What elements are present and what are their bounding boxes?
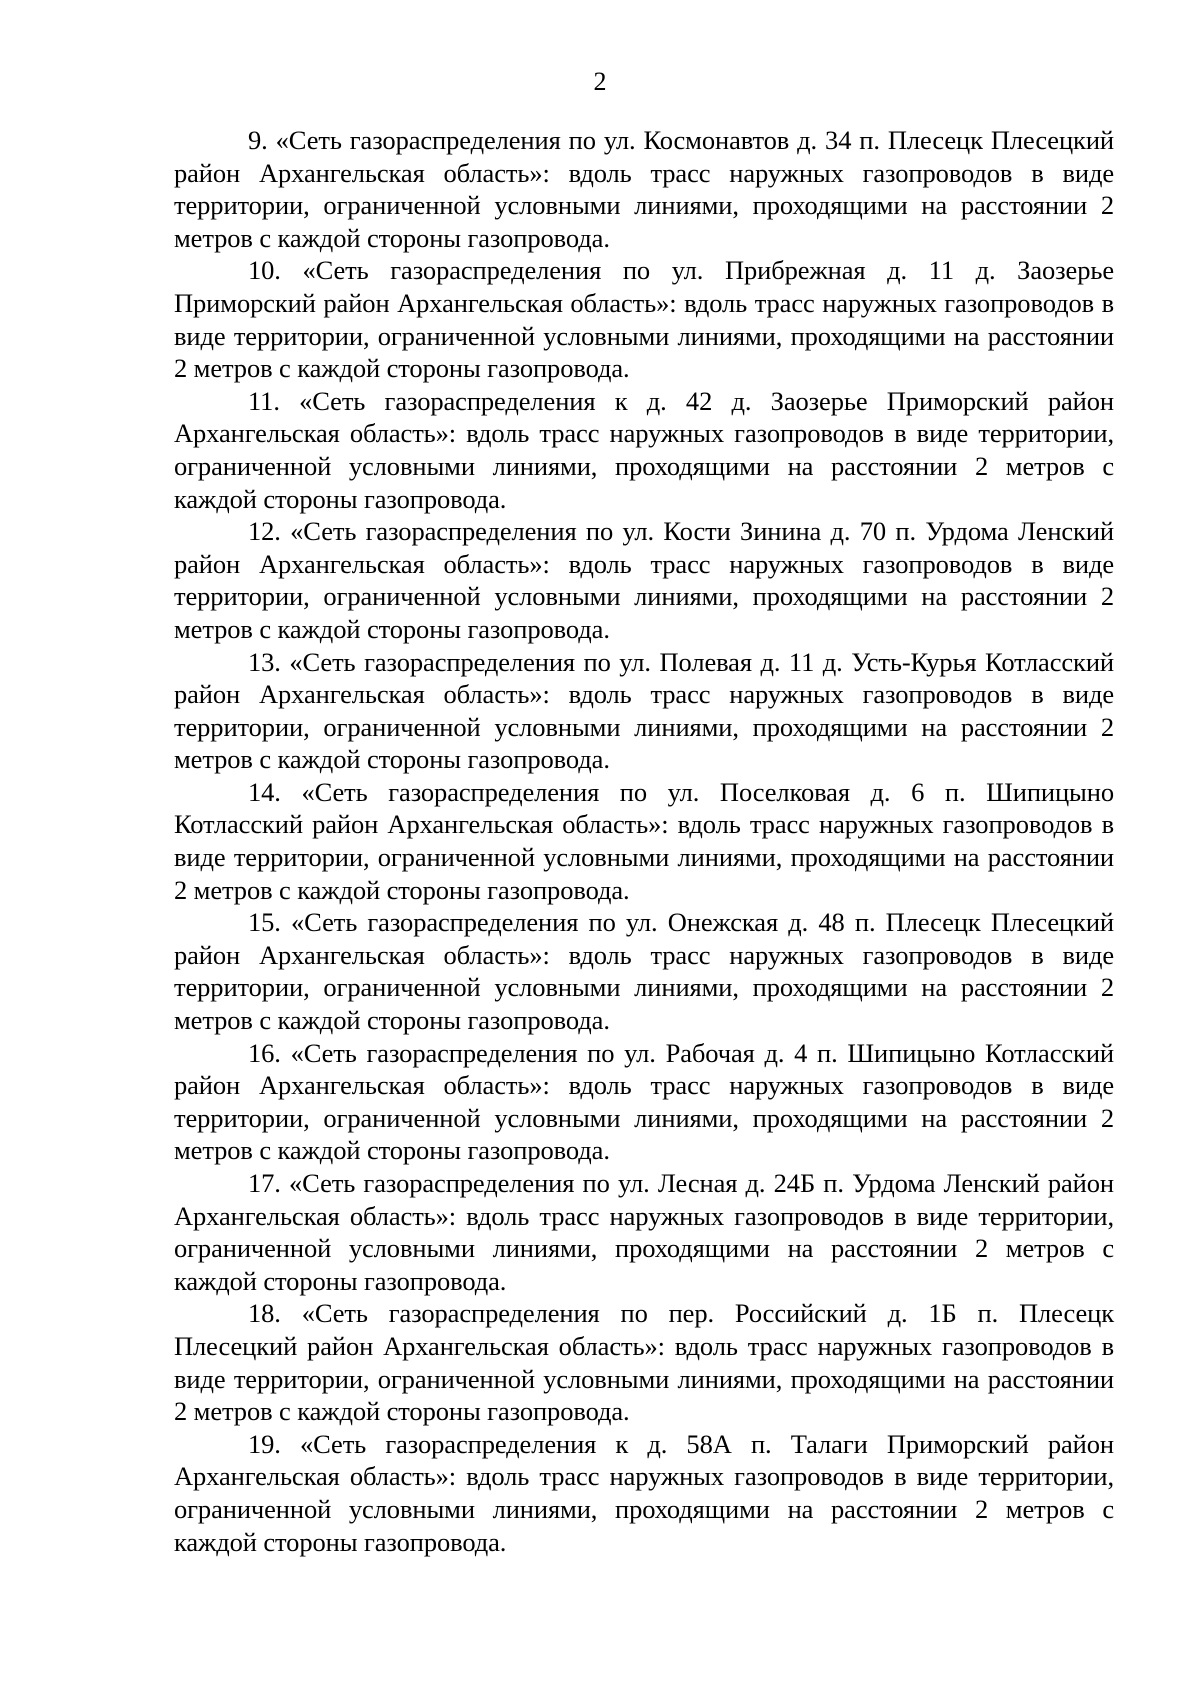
list-item: 18. «Сеть газораспределения по пер. Российский д. 1Б п. Плесецк Плесецкий район Архангельская область»: вдоль трасс наружных газопроводов в виде территории, ограниченной условными линиями, проходящими на расстоянии 2 метров с каждой стороны газопровода. [174,1298,1114,1427]
document-body [174,124,1114,1558]
list-item: 19. «Сеть газораспределения к д. 58А п. Талаги Приморский район Архангельская область»: вдоль трасс наружных газопроводов в виде территории, ограниченной условными линиями, проходящими на расстоянии 2 метров с каждой стороны газопровода. [174,1428,1114,1557]
list-item: 14. «Сеть газораспределения по ул. Поселковая д. 6 п. Шипицыно Котласский район Архангельская область»: вдоль трасс наружных газопроводов в виде территории, ограниченной условными линиями, проходящими на расстоянии 2 метров с каждой стороны газопровода. [174,776,1114,905]
list-item: 13. «Сеть газораспределения по ул. Полевая д. 11 д. Усть-Курья Котласский район Архангельская область»: вдоль трасс наружных газопроводов в виде территории, ограниченной условными линиями, проходящими на расстоянии 2 метров с каждой стороны газопровода. [174,646,1114,775]
page-number: 2 [593,67,607,96]
list-item: 10. «Сеть газораспределения по ул. Прибрежная д. 11 д. Заозерье Приморский район Архангельская область»: вдоль трасс наружных газопроводов в виде территории, ограниченной условными линиями, проходящими на расстоянии 2 метров с каждой стороны газопровода. [174,255,1114,384]
list-item: 12. «Сеть газораспределения по ул. Кости Зинина д. 70 п. Урдома Ленский район Архангельская область»: вдоль трасс наружных газопроводов в виде территории, ограниченной условными линиями, проходящими на расстоянии 2 метров с каждой стороны газопровода. [174,516,1114,644]
list-item: 11. «Сеть газораспределения к д. 42 д. Заозерье Приморский район Архангельская область»: вдоль трасс наружных газопроводов в виде территории, ограниченной условными линиями, проходящими на расстоянии 2 метров с каждой стороны газопровода. [174,385,1114,514]
list-item: 16. «Сеть газораспределения по ул. Рабочая д. 4 п. Шипицыно Котласский район Архангельская область»: вдоль трасс наружных газопроводов в виде территории, ограниченной условными линиями, проходящими на расстоянии 2 метров с каждой стороны газопровода. [174,1037,1114,1166]
list-item: 9. «Сеть газораспределения по ул. Космонавтов д. 34 п. Плесецк Плесецкий район Архангельская область»: вдоль трасс наружных газопроводов в виде территории, ограниченной условными линиями, проходящими на расстоянии 2 метров с каждой стороны газопровода. [174,125,1114,253]
list-item: 15. «Сеть газораспределения по ул. Онежская д. 48 п. Плесецк Плесецкий район Архангельская область»: вдоль трасс наружных газопроводов в виде территории, ограниченной условными линиями, проходящими на расстоянии 2 метров с каждой стороны газопровода. [174,907,1114,1036]
list-item: 17. «Сеть газораспределения по ул. Лесная д. 24Б п. Урдома Ленский район Архангельская область»: вдоль трасс наружных газопроводов в виде территории, ограниченной условными линиями, проходящими на расстоянии 2 метров с каждой стороны газопровода. [174,1168,1114,1296]
